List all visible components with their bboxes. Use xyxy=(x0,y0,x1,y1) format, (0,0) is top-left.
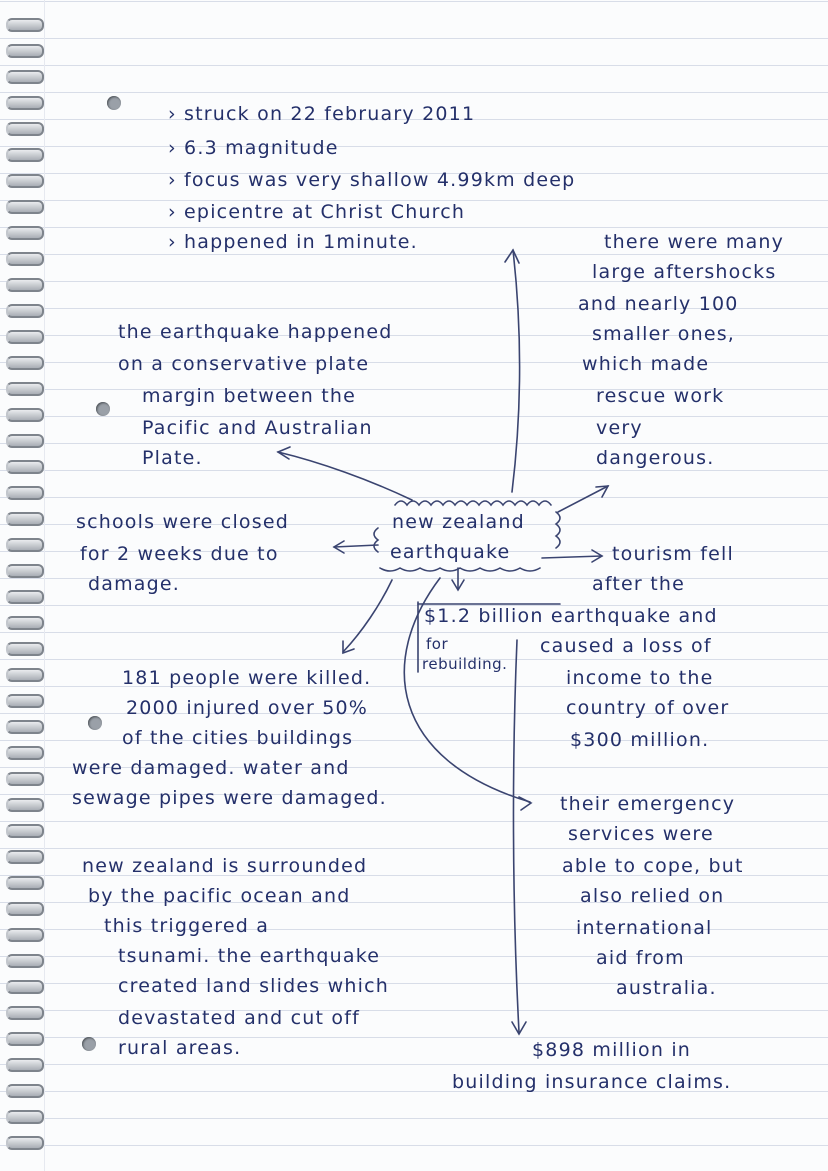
cost-line: caused a loss of xyxy=(540,635,712,657)
casualties-line: 181 people were killed. xyxy=(122,667,372,689)
schools-line: schools were closed xyxy=(76,511,290,533)
tsunami-line: created land slides which xyxy=(118,975,389,997)
aftershock-line: large aftershocks xyxy=(592,261,777,283)
emergency-line: also relied on xyxy=(580,885,725,907)
fact-line: › 6.3 magnitude xyxy=(168,137,339,159)
emergency-line: services were xyxy=(568,823,714,845)
cost-line: country of over xyxy=(566,697,730,719)
arrow-to-tourism xyxy=(542,556,602,558)
tsunami-line: rural areas. xyxy=(118,1037,242,1059)
cloud-right xyxy=(556,512,560,548)
tourism-line: after the xyxy=(592,573,685,595)
casualties-line: 2000 injured over 50% xyxy=(126,697,369,719)
fact-line: › focus was very shallow 4.99km deep xyxy=(168,169,576,191)
arrow-to-plate xyxy=(278,452,412,500)
emergency-line: aid from xyxy=(596,947,685,969)
tsunami-line: by the pacific ocean and xyxy=(88,885,351,907)
arrowhead xyxy=(505,250,519,263)
emergency-line: international xyxy=(576,917,713,939)
fact-line: › happened in 1minute. xyxy=(168,231,418,253)
casualties-line: sewage pipes were damaged. xyxy=(72,787,387,809)
cost-line: $300 million. xyxy=(570,729,710,751)
cost-line: $1.2 billion earthquake and xyxy=(424,605,718,627)
aftershock-line: and nearly 100 xyxy=(578,293,739,315)
aftershock-line: rescue work xyxy=(596,385,725,407)
schools-line: for 2 weeks due to xyxy=(80,543,279,565)
emergency-line: australia. xyxy=(616,977,717,999)
emergency-line: able to cope, but xyxy=(562,855,744,877)
insurance-line: building insurance claims. xyxy=(452,1071,732,1093)
arrow-to-facts xyxy=(512,250,520,492)
center-title: new zealand xyxy=(392,511,525,533)
schools-line: damage. xyxy=(88,573,181,595)
tourism-line: tourism fell xyxy=(612,543,734,565)
arrow-to-aftershocks xyxy=(558,486,608,512)
center-title: earthquake xyxy=(390,541,511,563)
plate-line: Plate. xyxy=(142,447,203,469)
tsunami-line: this triggered a xyxy=(104,915,270,937)
arrow-to-casualties xyxy=(343,580,392,652)
emergency-line: their emergency xyxy=(560,793,736,815)
casualties-line: were damaged. water and xyxy=(72,757,350,779)
tsunami-line: new zealand is surrounded xyxy=(82,855,368,877)
tsunami-line: tsunami. the earthquake xyxy=(118,945,381,967)
cloud-top xyxy=(395,501,551,505)
arrow-to-insurance xyxy=(513,640,519,1032)
plate-line: Pacific and Australian xyxy=(142,417,373,439)
aftershock-line: smaller ones, xyxy=(592,323,736,345)
casualties-line: of the cities buildings xyxy=(122,727,354,749)
plate-line: margin between the xyxy=(142,385,357,407)
aftershock-line: there were many xyxy=(604,231,785,253)
arrow-to-schools xyxy=(334,545,378,547)
fact-line: › epicentre at Christ Church xyxy=(168,201,466,223)
cost-line: income to the xyxy=(566,667,714,689)
aftershock-line: very xyxy=(596,417,643,439)
cloud-bottom xyxy=(380,568,540,571)
aftershock-line: dangerous. xyxy=(596,447,715,469)
tsunami-line: devastated and cut off xyxy=(118,1007,361,1029)
rebuilding-line: rebuilding. xyxy=(422,655,508,673)
insurance-line: $898 million in xyxy=(532,1039,692,1061)
plate-line: the earthquake happened xyxy=(118,321,393,343)
rebuilding-line: for xyxy=(426,635,449,653)
fact-line: › struck on 22 february 2011 xyxy=(168,103,476,125)
aftershock-line: which made xyxy=(582,353,710,375)
plate-line: on a conservative plate xyxy=(118,353,370,375)
cloud-left xyxy=(374,528,378,552)
